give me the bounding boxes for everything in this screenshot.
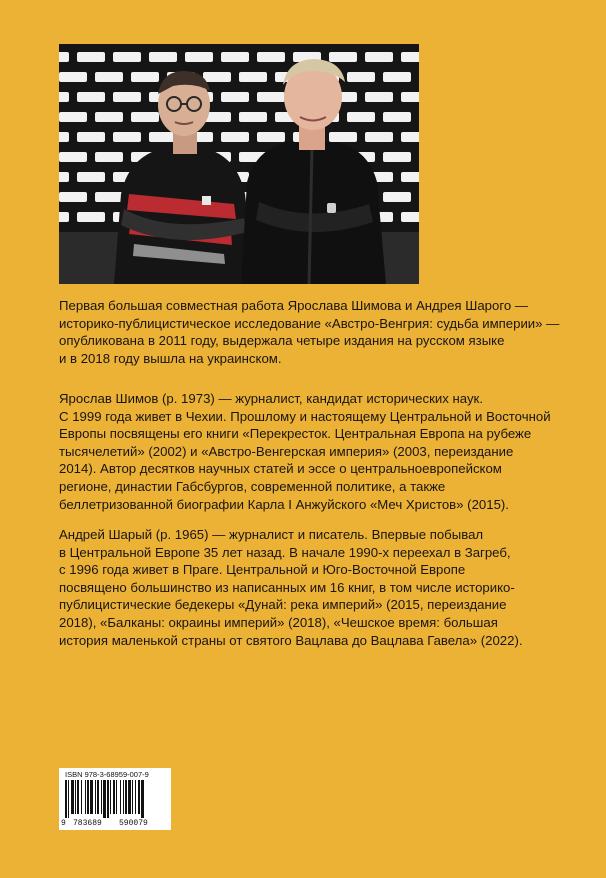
paragraph-line: Первая большая совместная работа Ярослава Шимова и Андрея Шарого — (59, 298, 529, 313)
barcode-stripe (95, 780, 96, 814)
wall-brick (221, 132, 249, 142)
wall-brick (149, 52, 177, 62)
wall-brick (401, 52, 419, 62)
barcode-stripe (135, 780, 136, 814)
paragraph-line: 2014). Автор десятков научных статей и эссе о центральноевропейском (59, 461, 502, 477)
paragraph-line: беллетризованной биографии Карла I Анжуйского «Меч Христов» (2015). (59, 496, 509, 512)
wall-brick (329, 132, 357, 142)
paragraph-line: история маленькой страны от святого Вацлава до Вацлава Гавела» (2022). (59, 632, 523, 648)
wall-brick (365, 132, 393, 142)
barcode-stripe (120, 780, 121, 814)
wall-brick (347, 112, 375, 122)
paragraph-line: и в 2018 году вышла на украинском. (59, 350, 282, 366)
barcode-stripe (123, 780, 124, 814)
barcode-stripe (107, 780, 109, 818)
paragraph-line: в Центральной Европе 35 лет назад. В начале 1990-х переехал в Загреб, (59, 544, 511, 560)
barcode-digit-group-2: 590079 (119, 819, 148, 828)
wall-brick (257, 132, 285, 142)
isbn-label: ISBN 978-3-68959-007-9 (65, 770, 149, 779)
barcode-stripe (132, 780, 133, 814)
wall-brick (113, 52, 141, 62)
paragraph-line: С 1999 года живет в Чехии. Прошлому и настоящему Центральной и Восточной (59, 408, 551, 424)
author-bio-shary (59, 526, 559, 649)
wall-brick (95, 152, 123, 162)
paragraph-line: Европы посвящены его книги «Перекресток. Центральная Европа на рубеже (59, 426, 532, 442)
intro-paragraph (59, 297, 559, 367)
author-photo (59, 44, 419, 284)
paragraph-line: опубликована в 2011 году, выдержала четыре издания на русском языке (59, 333, 505, 349)
barcode-stripe (128, 780, 131, 814)
wall-brick (95, 112, 123, 122)
wall-brick (131, 72, 159, 82)
barcode-stripe (85, 780, 86, 814)
wall-brick (401, 92, 419, 102)
wall-brick (401, 212, 419, 222)
wall-brick (401, 172, 419, 182)
wall-brick (95, 72, 123, 82)
wall-brick (77, 132, 105, 142)
wall-brick (113, 92, 141, 102)
author-photo-illustration (59, 44, 419, 284)
barcode-stripe (138, 780, 140, 814)
barcode-stripe (116, 780, 117, 814)
barcode-stripe (90, 780, 93, 814)
paragraph-line: с 1996 года живет в Праге. Центральной и Юго-Восточной Европе (59, 562, 466, 578)
paragraph-line: 2018), «Балканы: окраины империй» (2018), «Чешское время: большая (59, 614, 498, 630)
wall-brick (383, 112, 411, 122)
wall-brick (221, 92, 249, 102)
wall-brick (59, 212, 69, 222)
wall-brick (347, 72, 375, 82)
barcode-stripe (77, 780, 79, 814)
paragraph-line: посвящено большинство из написанных им 16 книг, в том числе историко- (59, 579, 515, 595)
wall-brick (77, 92, 105, 102)
barcode-stripe (68, 780, 69, 818)
wall-brick (59, 132, 69, 142)
paragraph-line: тысячелетий» (2002) и «Австро-Венгерская империя» (2003, переиздание (59, 443, 514, 459)
wall-brick (95, 192, 123, 202)
wall-brick (203, 72, 231, 82)
wall-brick (59, 112, 87, 122)
paragraph-line: Андрей Шарый (р. 1965) — журналист и писатель. Впервые побывал (59, 527, 484, 542)
paragraph-line: Ярослав Шимов (р. 1973) — журналист, кандидат исторических наук. (59, 391, 483, 406)
barcode-stripe (75, 780, 76, 814)
wall-brick (401, 132, 419, 142)
barcode-stripe (103, 780, 106, 818)
barcode-bars (65, 780, 165, 818)
wall-brick (59, 192, 87, 202)
barcode-stripe (71, 780, 74, 814)
wall-brick (239, 72, 267, 82)
paragraph-line: регионе, династии Габсбургов, современной политике, а также (59, 478, 446, 494)
barcode-stripe (125, 780, 127, 814)
wall-brick (59, 72, 87, 82)
barcode-digit-group-1: 783689 (73, 819, 102, 828)
wall-brick (77, 172, 105, 182)
paragraph-line: историко-публицистическое исследование «Австро-Венгрия: судьба империи» — (59, 315, 560, 331)
wall-brick (77, 52, 105, 62)
wall-brick (239, 112, 267, 122)
author-bio-shimov (59, 390, 559, 513)
barcode-stripe (65, 780, 67, 818)
wall-brick (383, 72, 411, 82)
barcode-stripe (97, 780, 99, 814)
wall-brick (59, 172, 69, 182)
wall-brick (59, 152, 87, 162)
wall-brick (59, 92, 69, 102)
wall-brick (329, 52, 357, 62)
wall-brick (77, 212, 105, 222)
wall-brick (221, 52, 249, 62)
wall-brick (365, 52, 393, 62)
isbn-barcode (59, 768, 171, 830)
barcode-stripe (87, 780, 89, 814)
barcode-stripe (113, 780, 115, 814)
wall-brick (185, 52, 213, 62)
wall-brick (257, 52, 285, 62)
barcode-stripe (141, 780, 144, 818)
barcode-stripe (101, 780, 102, 814)
barcode-stripe (110, 780, 111, 814)
wall-brick (59, 52, 69, 62)
barcode-digit-first: 9 (61, 819, 66, 828)
wall-brick (149, 132, 177, 142)
wall-brick (383, 192, 411, 202)
wall-brick (257, 92, 285, 102)
wall-brick (383, 152, 411, 162)
barcode-stripe (81, 780, 82, 814)
paragraph-line: публицистические бедекеры «Дунай: река империй» (2015, переиздание (59, 597, 507, 613)
wall-brick (113, 132, 141, 142)
wall-brick (365, 92, 393, 102)
wall-brick (131, 112, 159, 122)
